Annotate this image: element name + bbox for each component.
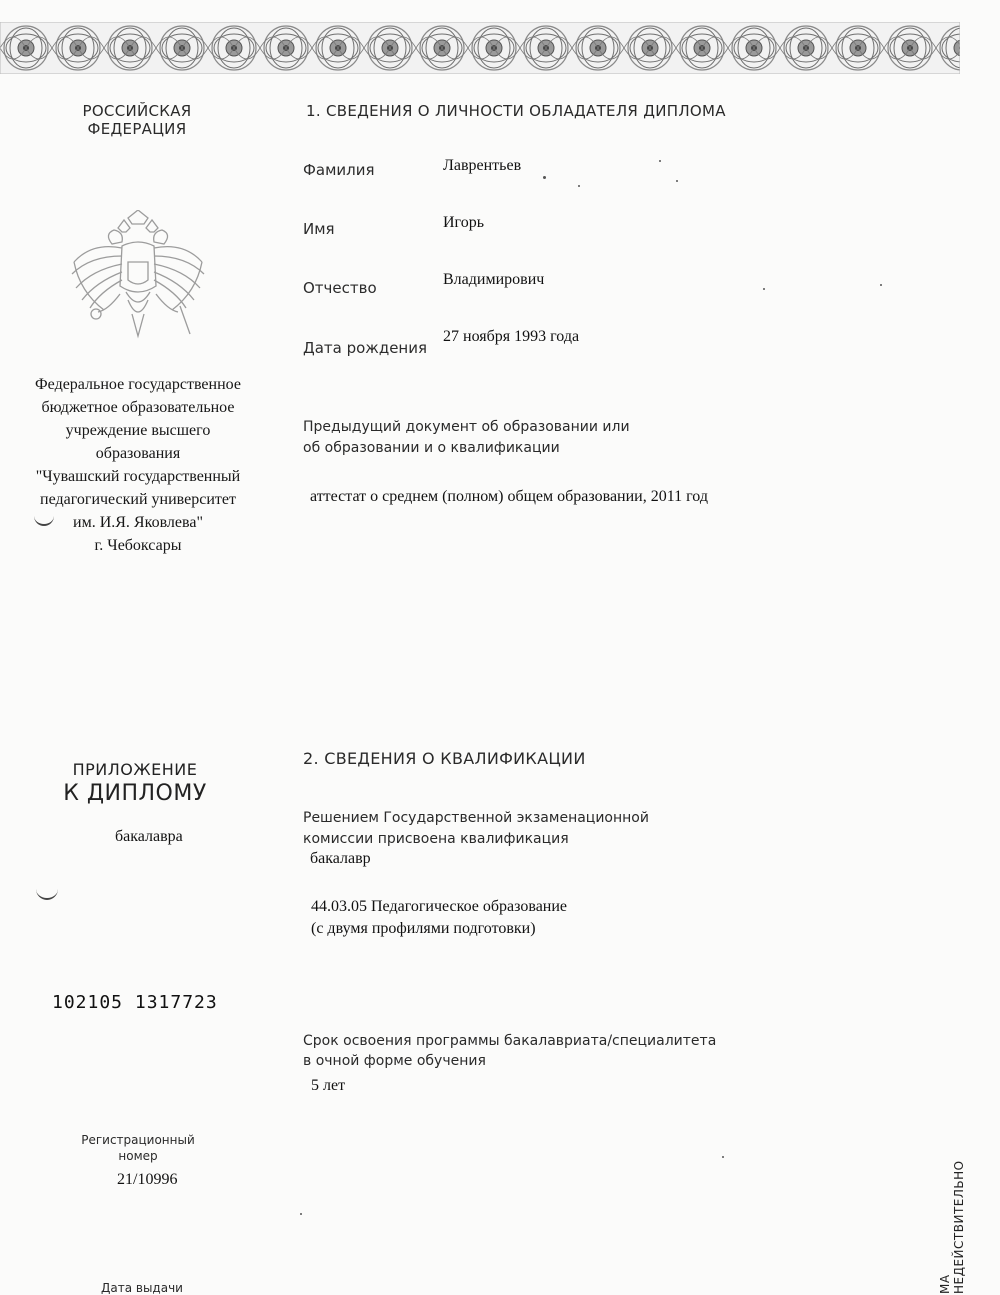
decision-line: комиссии присвоена квалификация [303,831,569,847]
prev-doc-value: аттестат о среднем (полном) общем образовании, 2011 год [310,488,708,505]
institution-line: образования [95,445,181,462]
appendix-line2: К ДИПЛОМУ [63,781,207,806]
prev-doc-label-line: об образовании и о квалификации [303,440,560,456]
program-line: (с двумя профилями подготовки) [311,920,536,937]
field-label-name: Имя [303,220,335,238]
appendix-line1: ПРИЛОЖЕНИЕ [72,760,198,779]
scan-speck [763,288,765,290]
country-line1: РОССИЙСКАЯ [82,102,192,120]
scan-speck [880,284,882,286]
scan-speck [722,1156,724,1158]
section1-title: 1. СВЕДЕНИЯ О ЛИЧНОСТИ ОБЛАДАТЕЛЯ ДИПЛОМА [306,102,726,120]
institution-line: Федеральное государственное [35,376,241,393]
guilloche-border [0,22,960,74]
institution-name [30,373,246,557]
decision-line: Решением Государственной экзаменационной [303,810,649,826]
registration-label-line: номер [118,1149,158,1163]
prev-doc-label-line: Предыдущий документ об образовании или [303,419,630,435]
registration-label [78,1132,198,1164]
issue-date-label: Дата выдачи [101,1281,183,1295]
prev-doc-label [303,417,630,459]
field-label-birthdate: Дата рождения [303,339,427,357]
term-value: 5 лет [311,1077,346,1094]
side-vertical-text: МА НЕДЕЙСТВИТЕЛЬНО [938,1160,966,1294]
punch-mark [36,886,58,900]
appendix-degree: бакалавра [115,828,183,845]
serial-number: 102105 1317723 [52,992,218,1013]
qualification-value: бакалавр [310,850,371,867]
institution-line: учреждение высшего [65,422,211,439]
institution-line: им. И.Я. Яковлева" [73,514,203,531]
scan-speck [578,185,580,187]
term-label-line: Срок освоения программы бакалавриата/специалитета [303,1033,717,1049]
institution-line: педагогический университет [40,491,236,508]
institution-line: г. Чебоксары [94,537,182,554]
registration-label-line: Регистрационный [81,1133,195,1147]
institution-line: "Чувашский государственный [35,468,241,485]
country-name [62,102,212,138]
scan-speck [300,1213,302,1215]
country-line2: ФЕДЕРАЦИЯ [87,120,187,138]
program-name [311,896,567,940]
term-label-line: в очной форме обучения [303,1053,486,1069]
scan-speck [659,160,661,162]
field-value-name: Игорь [443,214,485,231]
appendix-heading [50,760,220,806]
qualification-decision [303,808,649,850]
program-line: 44.03.05 Педагогическое образование [311,898,568,915]
field-value-surname: Лаврентьев [443,157,522,174]
term-label [303,1031,716,1071]
scan-speck [676,180,678,182]
institution-line: бюджетное образовательное [41,399,235,416]
field-label-surname: Фамилия [303,161,375,179]
field-value-patronymic: Владимирович [443,271,545,288]
registration-value: 21/10996 [117,1171,178,1188]
scan-speck [543,176,546,179]
section2-title: 2. СВЕДЕНИЯ О КВАЛИФИКАЦИИ [303,749,586,768]
double-headed-eagle-icon [66,210,210,360]
field-value-birthdate: 27 ноября 1993 года [443,328,580,345]
field-label-patronymic: Отчество [303,279,377,297]
